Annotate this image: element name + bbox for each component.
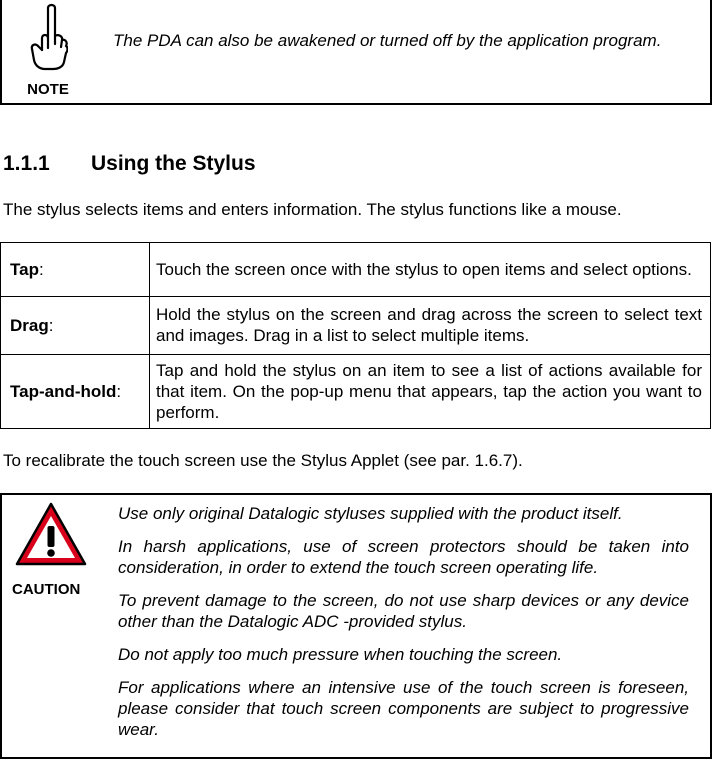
caution-item: For applications where an intensive use of the touch screen is foreseen, please consider that touch screen components are subject to progressive wear. xyxy=(118,678,689,739)
caution-item: To prevent damage to the screen, do not use sharp devices or any device other than the Datalogic ADC -provided stylus. xyxy=(118,591,689,631)
caution-item: In harsh applications, use of screen protectors should be taken into consideration, in order to extend the touch screen operating life. xyxy=(118,537,689,577)
caution-box xyxy=(0,493,712,759)
term-cell xyxy=(1,243,150,297)
note-text: The PDA can also be awakened or turned off by the application program. xyxy=(113,31,662,50)
hand-pointer-icon xyxy=(28,2,68,72)
note-box xyxy=(0,0,712,105)
note-label: NOTE xyxy=(27,81,69,98)
description-cell: Hold the stylus on the screen and drag across the screen to select text and images. Drag in a list to select multiple items. xyxy=(150,297,711,355)
term: Tap xyxy=(10,260,39,279)
term-separator: : xyxy=(48,316,54,335)
caution-text xyxy=(118,503,689,752)
description-cell: Touch the screen once with the stylus to open items and select options. xyxy=(150,243,711,297)
intro-paragraph: The stylus selects items and enters information. The stylus functions like a mouse. xyxy=(3,200,622,219)
caution-item: Use only original Datalogic styluses supplied with the product itself. xyxy=(118,504,623,523)
term: Drag xyxy=(10,316,49,335)
table-row xyxy=(1,355,711,429)
term: Tap-and-hold xyxy=(10,382,117,401)
table-row xyxy=(1,243,711,297)
section-title: Using the Stylus xyxy=(91,152,256,175)
recalibrate-paragraph: To recalibrate the touch screen use the Stylus Applet (see par. 1.6.7). xyxy=(3,451,523,470)
section-heading xyxy=(3,151,256,177)
section-number: 1.1.1 xyxy=(3,152,50,175)
term-cell xyxy=(1,355,150,429)
table-row xyxy=(1,297,711,355)
term-cell xyxy=(1,297,150,355)
term-separator: : xyxy=(116,382,122,401)
term-separator: : xyxy=(38,260,44,279)
description-cell: Tap and hold the stylus on an item to see a list of actions available for that item. On the pop-up menu that appears, tap the action you want to perform. xyxy=(150,355,711,429)
warning-triangle-icon xyxy=(14,501,88,567)
note-icon-wrap xyxy=(22,2,74,98)
caution-label: CAUTION xyxy=(12,581,81,598)
caution-item: Do not apply too much pressure when touching the screen. xyxy=(118,645,563,664)
definitions-table xyxy=(0,242,711,429)
